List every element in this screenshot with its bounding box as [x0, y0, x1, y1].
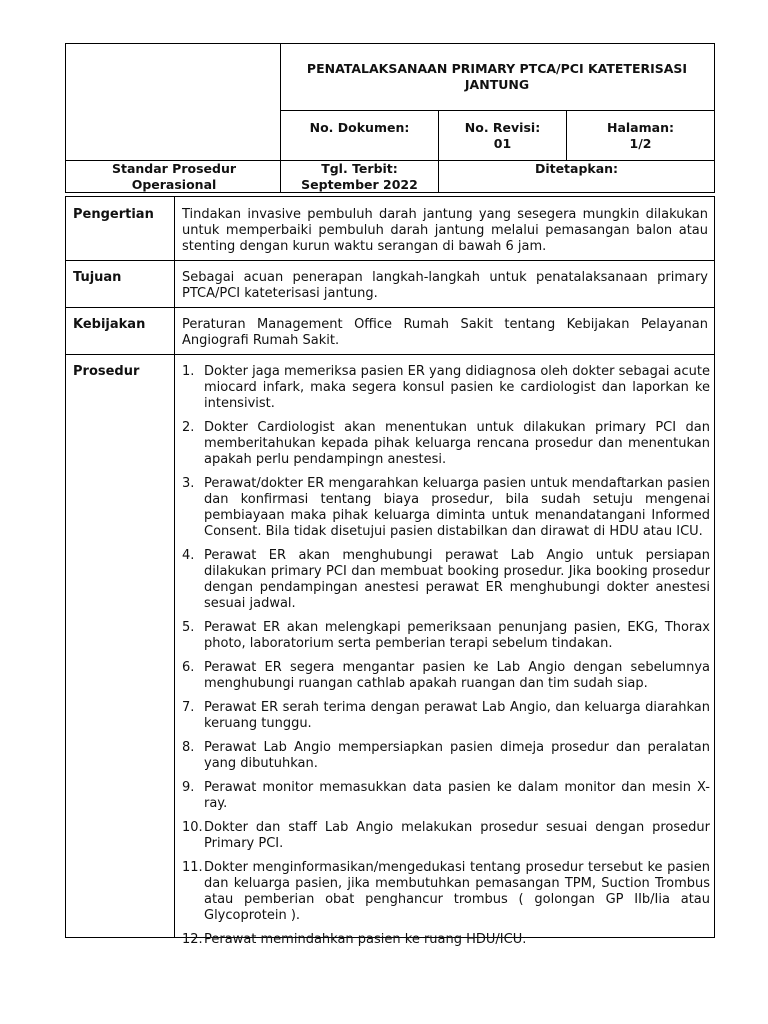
list-item: 10. Dokter dan staff Lab Angio melakukan prosedur sesuai dengan prosedur Primary PCI.	[182, 820, 710, 851]
list-item: 5. Perawat ER akan melengkapi pemeriksaan penunjang pasien, EKG, Thorax photo, laboratorium serta pemberian terapi sebelum tindakan.	[182, 620, 710, 651]
tujuan-label: Tujuan	[73, 270, 122, 285]
list-item: 3. Perawat/dokter ER mengarahkan keluarga pasien untuk mendaftarkan pasien dan konfirmasi tentang biaya prosedur, bila sudah setuju mengenai pembiayaan maka pihak keluarga diminta untuk menandatangani Informed Consent. Bila tidak disetujui pasien distabilkan dan dirawat di HDU atau ICU.	[182, 476, 710, 539]
list-item: 11. Dokter menginformasikan/mengedukasi tentang prosedur tersebut ke pasien dan keluarga pasien, jika membutuhkan pemasangan TPM, Suction Trombus atau pemberian obat penghancur trombus ( golongan GP IIb/Iia atau Glycoprotein ).	[182, 860, 710, 923]
list-item: 7. Perawat ER serah terima dengan perawat Lab Angio, dan keluarga diarahkan keruang tunggu.	[182, 700, 710, 731]
kebijakan-label: Kebijakan	[73, 317, 146, 332]
list-item: 12. Perawat memindahkan pasien ke ruang HDU/ICU.	[182, 932, 527, 947]
row-tujuan	[66, 260, 714, 307]
row-kebijakan	[66, 307, 714, 354]
list-item: 6. Perawat ER segera mengantar pasien ke Lab Angio dengan sebelumnya menghubungi ruangan cathlab apakah ruangan dan tim sudah siap.	[182, 660, 710, 691]
pengertian-label: Pengertian	[73, 207, 154, 222]
procedure-steps	[182, 364, 710, 956]
issue-date-value: September 2022	[301, 177, 418, 192]
prosedur-label: Prosedur	[73, 364, 140, 379]
procedure-table	[65, 196, 715, 947]
page-label: Halaman:	[607, 120, 674, 135]
revision-cell	[439, 120, 566, 152]
issue-date-label: Tgl. Terbit:	[321, 161, 398, 176]
page-cell	[567, 120, 714, 152]
issue-date-cell	[281, 161, 438, 193]
pengertian-text: Tindakan invasive pembuluh darah jantung yang sesegera mungkin dilakukan untuk memperbaiki pembuluh darah jantung melalui pemasangan balon atau stenting dengan kurun waktu serangan di bawah 6 jam.	[182, 207, 708, 254]
list-item: 2. Dokter Cardiologist akan menentukan untuk dilakukan primary PCI dan memberitahukan kepada pihak keluarga rencana prosedur dan menentukan apakah perlu pendampingn anestesi.	[182, 420, 710, 467]
document-title: PENATALAKSANAAN PRIMARY PTCA/PCI KATETERISASI JANTUNG	[306, 61, 688, 92]
kebijakan-text: Peraturan Management Office Rumah Sakit tentang Kebijakan Pelayanan Angiografi Rumah Sakit.	[182, 317, 708, 348]
sop-label: Standar Prosedur Operasional	[111, 161, 237, 192]
list-item: 9. Perawat monitor memasukkan data pasien ke dalam monitor dan mesin X-ray.	[182, 780, 710, 811]
row-prosedur	[66, 354, 714, 947]
list-item: 1. Dokter jaga memeriksa pasien ER yang didiagnosa oleh dokter sebagai acute miocard infark, maka segera konsul pasien ke cardiologist dan laporkan ke intensivist.	[182, 364, 710, 411]
document-header	[65, 43, 715, 193]
revision-label: No. Revisi:	[464, 120, 541, 135]
approved-label: Ditetapkan:	[534, 161, 619, 176]
list-item: 4. Perawat ER akan menghubungi perawat Lab Angio untuk persiapan dilakukan primary PCI dan membuat booking prosedur. Jika booking prosedur dengan pendampingan anestesi perawat ER menghubungi dokter anestesi sesuai jadwal.	[182, 548, 710, 611]
tujuan-text: Sebagai acuan penerapan langkah-langkah untuk penatalaksanaan primary PTCA/PCI kateterisasi jantung.	[182, 270, 708, 301]
list-item: 8. Perawat Lab Angio mempersiapkan pasien dimeja prosedur dan peralatan yang dibutuhkan.	[182, 740, 710, 771]
row-pengertian	[66, 197, 714, 260]
revision-value: 01	[493, 136, 512, 151]
page-value: 1/2	[629, 136, 652, 151]
document-number-label: No. Dokumen:	[309, 120, 410, 135]
